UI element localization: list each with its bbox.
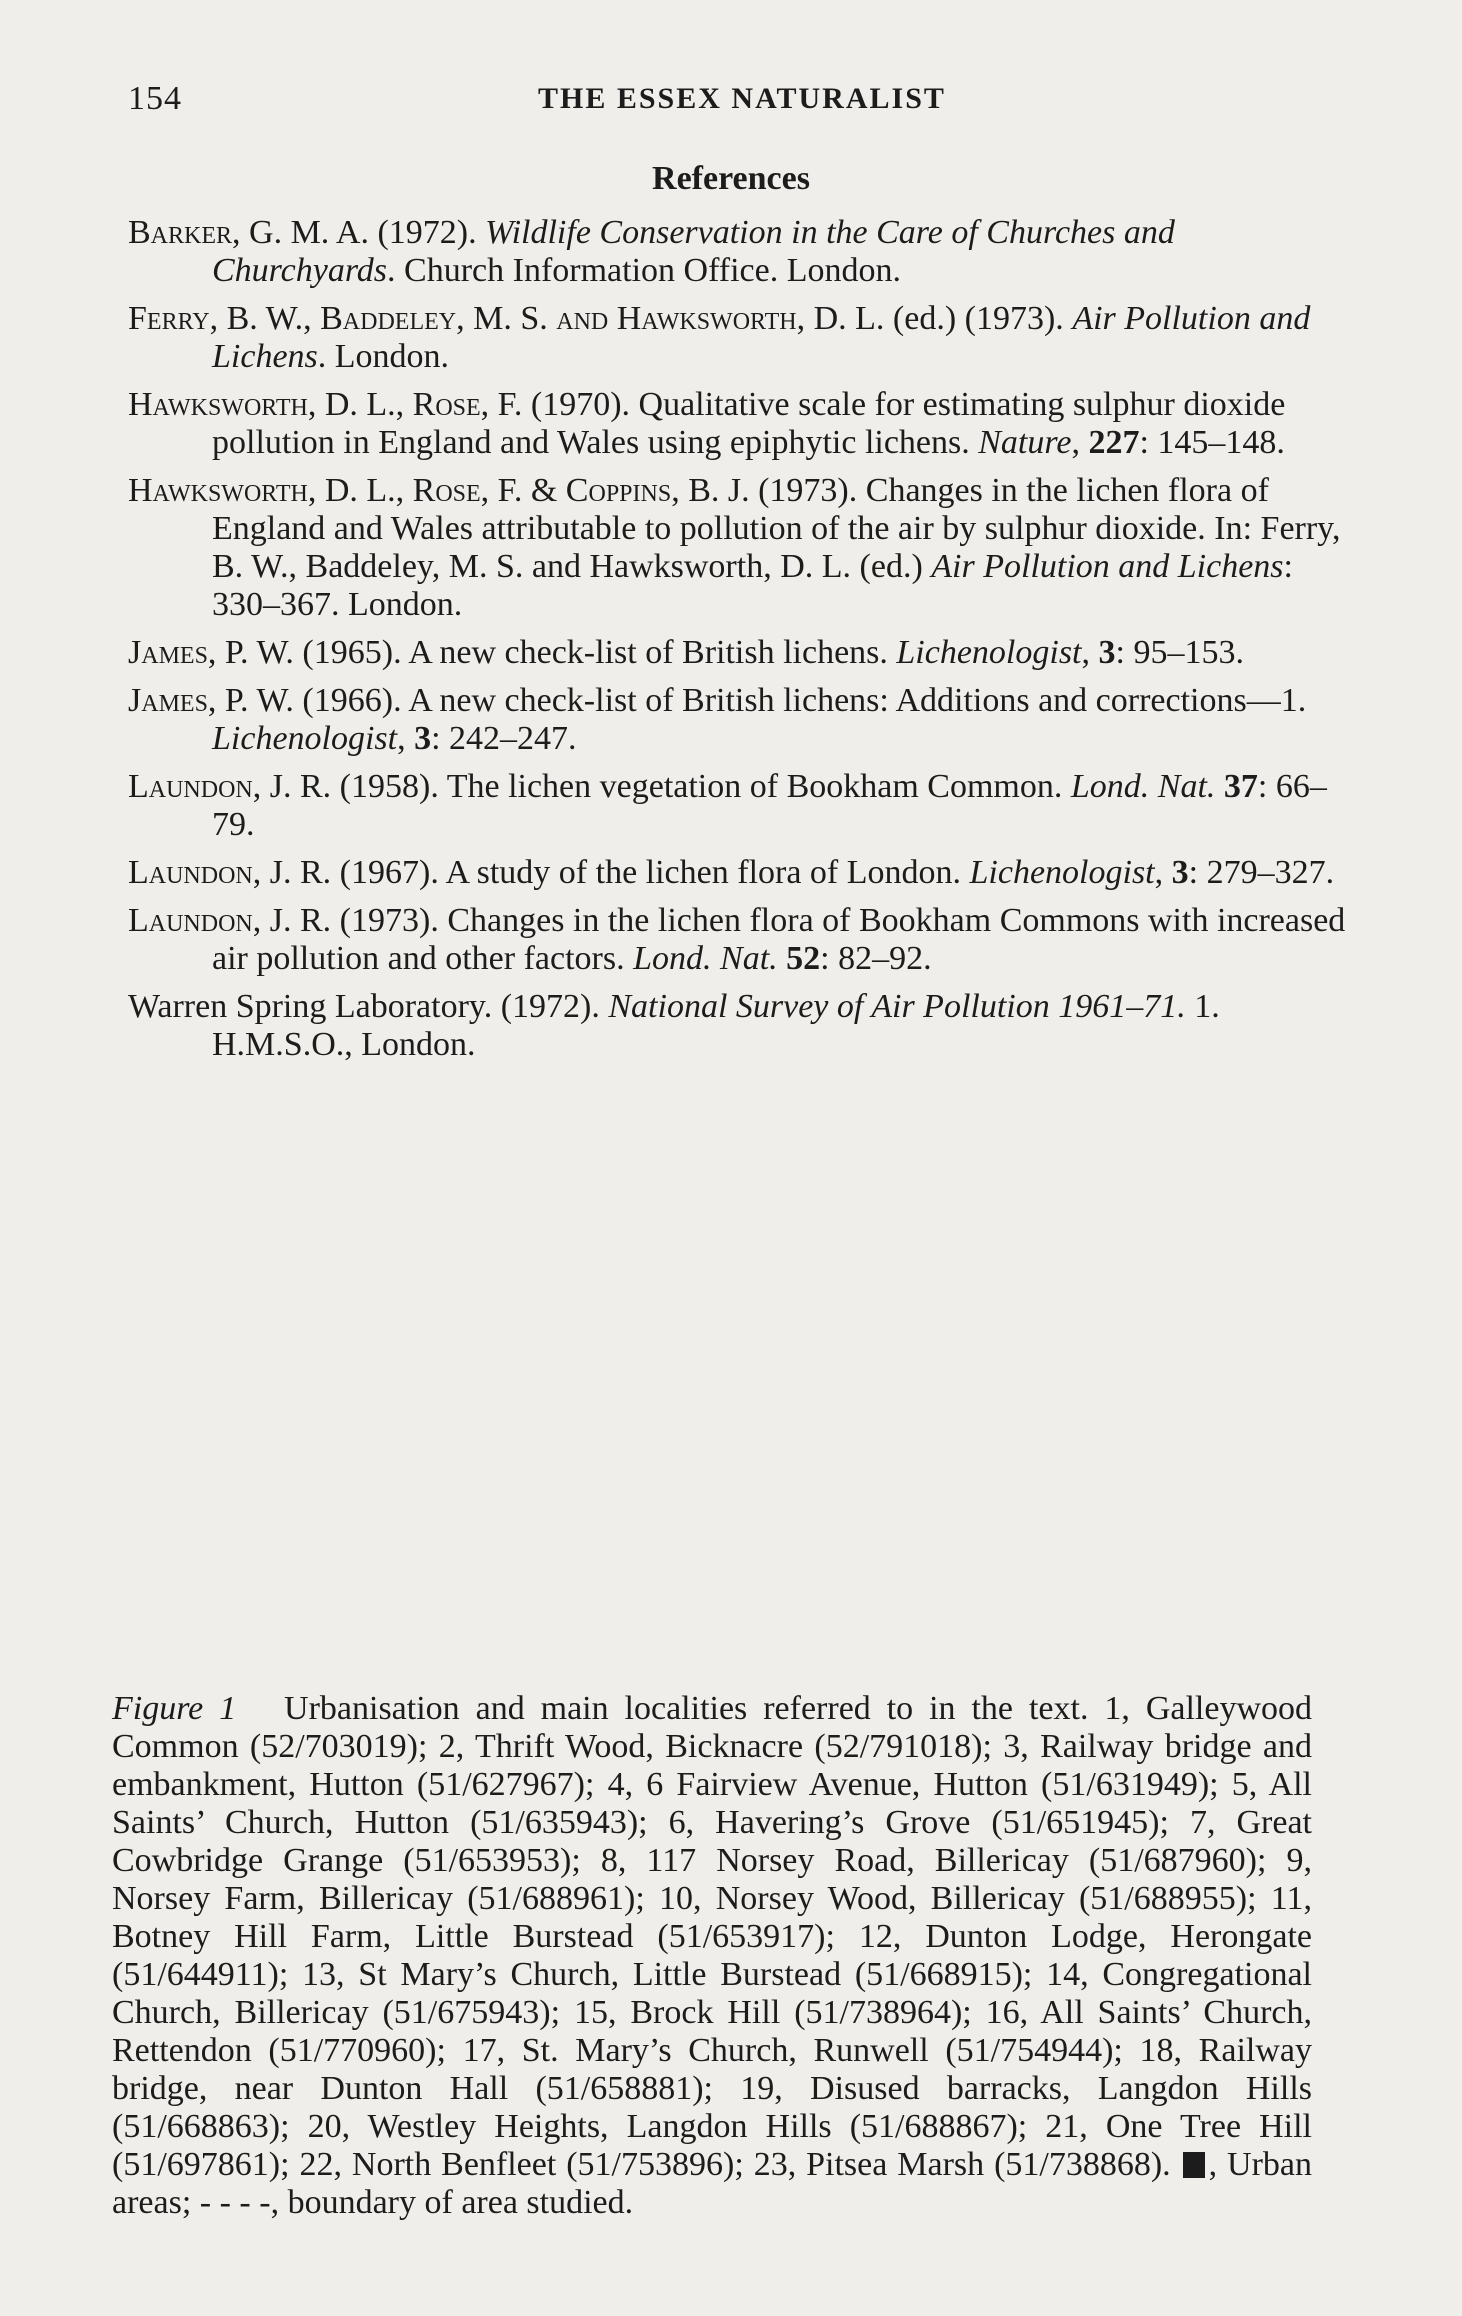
reference-rest: 1. H.M.S.O., London. — [212, 988, 1220, 1063]
reference-rest: : 95–153. — [1115, 634, 1244, 671]
reference-year: (1972). — [492, 988, 609, 1025]
reference-item: James, P. W. (1965). A new check-list of British lichens. Lichenologist, 3: 95–153. — [128, 634, 1244, 671]
reference-volume: 3 — [1098, 634, 1116, 671]
reference-article: A study of the lichen flora of London. — [445, 854, 970, 891]
legend-urban-label: , Urban areas; — [112, 2146, 1313, 2221]
reference-volume: 37 — [1223, 768, 1258, 805]
reference-rest: : 82–92. — [820, 940, 932, 977]
page-number: 154 — [128, 80, 182, 117]
reference-authors: Hawksworth, D. L., Rose, F. & Coppins, B. J. — [128, 472, 750, 509]
figure-caption — [112, 1690, 1312, 2222]
reference-item — [128, 988, 1348, 1064]
reference-rest: : 145–148. — [1139, 424, 1285, 461]
reference-rest: : 330–367. London. — [212, 548, 1293, 623]
reference-year: (1958). — [331, 768, 447, 805]
reference-journal: Lond. Nat. — [1070, 768, 1216, 805]
figure-caption-text: Urbanisation and main localities referred to in the text. 1, Galleywood Common (52/703019); 2, Thrift Wood, Bicknacre (52/791018); 3, Railway bridge and embankment, Hutton (51/627967); 4, 6 Fairview Avenue, Hutton (51/631949); 5, All Saints’ Church, Hutton (51/635943); 6, Havering’s Grove (51/651945); 7, Great Cowbridge Grange (51/653953); 8, 117 Norsey Road, Billericay (51/687960); 9, Norsey Farm, Billericay (51/688961); 10, Norsey Wood, Billericay (51/688955); 11, Botney Hill Farm, Little Burstead (51/653917); 12, Dunton Lodge, Herongate (51/644911); 13, St Mary’s Church, Little Burstead (51/668915); 14, Congregational Church, Billericay (51/675943); 15, Brock Hill (51/738964); 16, All Saints’ Church, Rettendon (51/770960); 17, St. Mary’s Church, Runwell (51/754944); 18, Railway bridge, near Dunton Hall (51/658881); 19, Disused barracks, Langdon Hills (51/668863); 20, Westley Heights, Langdon Hills (51/688867); 21, One Tree Hill (51/697861); 22, North Benfleet (51/753896); 23, Pitsea Marsh (51/738868). — [112, 1690, 1312, 2183]
reference-volume: 3 — [414, 720, 432, 757]
reference-authors: Ferry, B. W., Baddeley, M. S. and Hawksworth, D. L. — [128, 300, 885, 337]
reference-rest: . London. — [317, 338, 450, 375]
figure-label: Figure 1 — [112, 1690, 237, 1727]
reference-year: (1973). — [331, 902, 448, 939]
reference-article: Changes in the lichen flora of Bookham Commons with increased air pollution and other factors. — [212, 902, 1346, 977]
reference-authors: Laundon, J. R. — [128, 902, 332, 939]
reference-authors: Laundon, J. R. — [128, 854, 332, 891]
reference-volume: 227 — [1088, 424, 1140, 461]
urban-area-square-icon — [1183, 2152, 1205, 2178]
reference-item — [128, 768, 1348, 844]
reference-title: Wildlife Conservation in the Care of Churches and Churchyards — [212, 214, 1175, 289]
reference-article: A new check-list of British lichens. — [408, 634, 897, 671]
reference-authors: Hawksworth, D. L., Rose, F. — [128, 386, 523, 423]
reference-item — [128, 214, 1348, 290]
reference-title: Air Pollution and Lichens — [931, 548, 1284, 585]
reference-authors: James, P. W. — [128, 682, 294, 719]
reference-journal: Lichenologist — [212, 720, 398, 757]
legend-dash-symbol: - - - - — [199, 2184, 271, 2221]
reference-title: Air Pollution and Lichens — [212, 300, 1311, 375]
reference-authors: James, P. W. — [128, 634, 294, 671]
journal-title: THE ESSEX NATURALIST — [538, 82, 946, 115]
reference-journal: Lichenologist — [896, 634, 1082, 671]
reference-journal: Nature — [978, 424, 1072, 461]
reference-item: James, P. W. (1966). A new check-list of British lichens: Additions and corrections—1. Lichenologist, 3: 242–247. — [128, 682, 1307, 757]
reference-item — [128, 902, 1348, 978]
reference-rest: : 279–327. — [1188, 854, 1335, 891]
reference-volume: 52 — [786, 940, 821, 977]
reference-rest: . Church Information Office. London. — [387, 252, 901, 289]
reference-year: (1970). — [522, 386, 639, 423]
reference-volume: 3 — [1171, 854, 1189, 891]
reference-item: Hawksworth, D. L., Rose, F. (1970). Qualitative scale for estimating sulphur dioxide pollution in England and Wales using epiphytic lichens. Nature, 227: 145–148. — [128, 386, 1286, 461]
reference-article: The lichen vegetation of Bookham Common. — [446, 768, 1071, 805]
reference-rest: : 66–79. — [212, 768, 1327, 843]
legend-boundary-label: , boundary of area studied. — [270, 2184, 634, 2221]
reference-year: (1967). — [331, 854, 446, 891]
reference-rest: : 242–247. — [431, 720, 577, 757]
reference-journal: Lond. Nat. — [633, 940, 778, 977]
reference-year: (1973). — [749, 472, 866, 509]
reference-authors: Barker, G. M. A. — [128, 214, 369, 251]
reference-year: (1966). — [293, 682, 409, 719]
reference-year: (1965). — [293, 634, 409, 671]
reference-year: (1972). — [368, 214, 486, 251]
references-list — [128, 214, 1348, 1074]
reference-journal: Lichenologist — [969, 854, 1155, 891]
reference-article: Qualitative scale for estimating sulphur dioxide pollution in England and Wales using epiphytic lichens. — [212, 386, 1286, 461]
reference-article: Changes in the lichen flora of England and Wales attributable to pollution of the air by sulphur dioxide. In: Ferry, B. W., Baddeley, M. S. and Hawksworth, D. L. (ed.) — [212, 472, 1341, 585]
reference-item: Laundon, J. R. (1967). A study of the lichen flora of London. Lichenologist, 3: 279–327. — [128, 854, 1335, 891]
reference-item — [128, 472, 1348, 624]
reference-item — [128, 300, 1348, 376]
reference-authors: Warren Spring Laboratory. — [128, 988, 493, 1025]
reference-year: (ed.) (1973). — [884, 300, 1073, 337]
references-heading: References — [652, 160, 810, 197]
reference-article: A new check-list of British lichens: Additions and corrections—1. — [408, 682, 1307, 719]
reference-authors: Laundon, J. R. — [128, 768, 332, 805]
reference-title: National Survey of Air Pollution 1961–71. — [608, 988, 1186, 1025]
